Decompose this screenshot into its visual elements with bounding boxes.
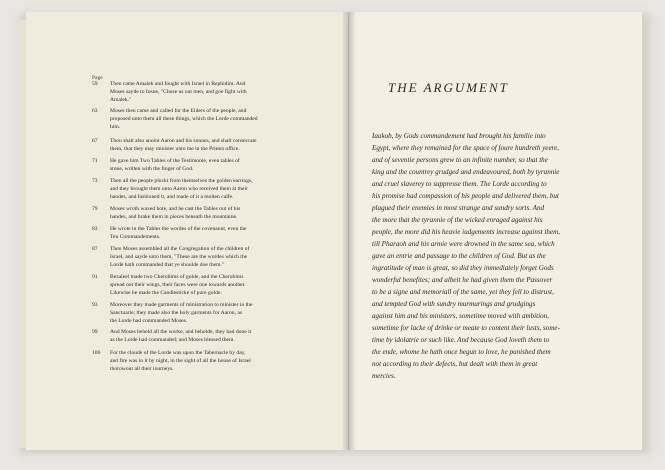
argument-line: the ende, whome he hath once begun to love, he punished them [372, 348, 551, 356]
page-number: 63 [92, 108, 98, 114]
entry-line: He wrote in the Tables the wordes of the covenaunt, even the [110, 226, 247, 232]
list-item [92, 177, 304, 202]
entry-line: Thou shalt also anoint Aaron and his sonnes, and shalt consecrate [110, 138, 257, 144]
page-number: 106 [92, 350, 101, 356]
entry-line: Moses wroth waxed hote, and he cast the Tables out of his [110, 206, 241, 212]
argument-line: against him and his ministers, sometime moved with ambition, [372, 312, 549, 320]
page-number: 87 [92, 246, 98, 252]
entry-text [110, 328, 304, 344]
entry-text [110, 301, 304, 326]
argument-line: and tempted God with sundry murmurings and grudgings [372, 300, 536, 308]
entry-line: and they brought them unto Aaron who received them at their [110, 186, 248, 193]
entry-text [110, 349, 304, 374]
page-number: 83 [92, 226, 98, 232]
entry-text [110, 177, 304, 202]
argument-line: and of seventie persons grew to an infinite number, so that the [372, 156, 548, 164]
entry-line: thorowout all their iourneys. [110, 366, 174, 373]
entry-line: Moses then came and called for the Elders of the people, and [110, 108, 247, 114]
list-item [92, 157, 304, 173]
argument-title: THE ARGUMENT [388, 80, 509, 95]
list-item [92, 107, 304, 132]
argument-line: and cruel slaverey to suppresse them. The Lorde according to [372, 180, 547, 188]
list-item [92, 245, 304, 270]
argument-line: the more that the tyrannie of the wicked enraged against his [372, 216, 543, 224]
entry-line: Lorde hath commanded that ye shoulde doe them." [110, 262, 225, 269]
list-item [92, 328, 304, 344]
entry-line: He gave him Two Tables of the Testimonie, even tables of [110, 158, 240, 164]
page-number: 71 [92, 158, 98, 164]
argument-line: people, the more did his heavie iudgements increase against them, [372, 228, 561, 236]
entry-line: Sanctuarie; they made also the holy garments for Aaron, as [110, 310, 243, 317]
list-item [92, 225, 304, 241]
entry-line: Moses sayde to Iosue, "Chose us out men, and goe fight with [110, 89, 247, 96]
entry-line: Ten Commandements. [110, 234, 161, 241]
entry-line: Then came Amalek and fought with Israel in Rephidim. And [110, 81, 246, 87]
entry-line: and fire was in it by night, in the sight of all the house of Israel [110, 358, 251, 365]
entry-line: handes, and fashioned it, and made of it a molten calfe. [110, 194, 234, 201]
entry-line: as the Lorde had commanded; and Moses blessed them. [110, 337, 235, 344]
page-column-heading: Page [92, 75, 103, 81]
page-number: 93 [92, 302, 98, 308]
argument-line: not according to their defects, but dealt with them in great [372, 360, 538, 368]
entry-line: Then all the people pluckt from themselves the golden earrings, [110, 178, 253, 184]
entry-line: them, that they may minister unto me in the Priests office. [110, 146, 240, 153]
entry-text [110, 205, 304, 221]
book-gutter [343, 12, 355, 450]
entry-line: him. [110, 124, 121, 131]
page-number: 67 [92, 138, 98, 144]
list-item [92, 137, 304, 153]
list-item [92, 349, 304, 374]
entry-line: Likewise he made the Candlesticke of pure golde. [110, 290, 222, 297]
argument-line: Iaakob, by Gods commandement had brought his familie into [372, 132, 546, 140]
argument-line: till Pharaoh and his armie were drowned in the same sea, which [372, 240, 555, 248]
entry-line: stone, written with the finger of God. [110, 166, 194, 173]
page-number: 91 [92, 274, 98, 280]
entry-text [110, 80, 304, 105]
entry-text [110, 157, 304, 173]
entry-line: Then Moses assembled all the Congregation of the children of [110, 246, 250, 252]
page-number: 73 [92, 178, 98, 184]
entry-line: Israel, and sayde unto them, "These are the wordes which the [110, 254, 248, 261]
page-number: 59 [92, 81, 98, 87]
argument-line: to be a signe and memoriall of the same, yet they fell to distrust, [372, 288, 554, 296]
entry-line: Amalek." [110, 97, 132, 104]
argument-line: his promise had compassion of his people and delivered them, but [372, 192, 559, 200]
page-number: 79 [92, 206, 98, 212]
argument-line: wonderful benefites; and albeit he had given them the Passover [372, 276, 553, 284]
argument-text [372, 130, 612, 382]
entry-text [110, 137, 304, 153]
argument-line: plagued their enemies in most strange and sundry sorts. And [372, 204, 545, 212]
argument-line: Egypt, where they remained for the space of foure hundreth yeere, [372, 144, 560, 152]
entry-text [110, 245, 304, 270]
list-item [92, 273, 304, 298]
entry-text [110, 225, 304, 241]
argument-line: king and the countrey grudged and endeavoured, both by tyrannie [372, 168, 560, 176]
entry-line: spread out their wings, their faces were one towards another. [110, 282, 246, 289]
entry-line: Bezaleel made two Cherubims of golde, and the Cherubims [110, 274, 244, 280]
list-item [92, 80, 304, 105]
argument-line: mercies. [372, 372, 396, 380]
argument-line: sometime for lacke of drinke or meate to content their lusts, some- [372, 324, 560, 332]
list-item [92, 301, 304, 326]
argument-line: ingratitude of man is great, so did they immediately forget Gods [372, 264, 554, 272]
entry-line: Moreover they made garments of ministration to minister in the [110, 302, 253, 308]
entry-line: And Moses beheld all the worke, and beholde, they had done it [110, 329, 252, 335]
list-item [92, 205, 304, 221]
entry-line: the Lorde had commanded Moses. [110, 318, 188, 325]
argument-line: time by idolatrie or such like. And because God loveth them to [372, 336, 550, 344]
entry-text [110, 107, 304, 132]
entry-text [110, 273, 304, 298]
argument-line: gave an entrie and passage to the children of God. But as the [372, 252, 546, 260]
page-number: 99 [92, 329, 98, 335]
entry-line: proposed unto them all these things, which the Lorde commanded [110, 116, 258, 123]
entry-line: For the cloude of the Lorde was upon the Tabernacle by day, [110, 350, 246, 356]
entry-line: handes, and brake them in pieces beneath the mountaine. [110, 214, 238, 221]
